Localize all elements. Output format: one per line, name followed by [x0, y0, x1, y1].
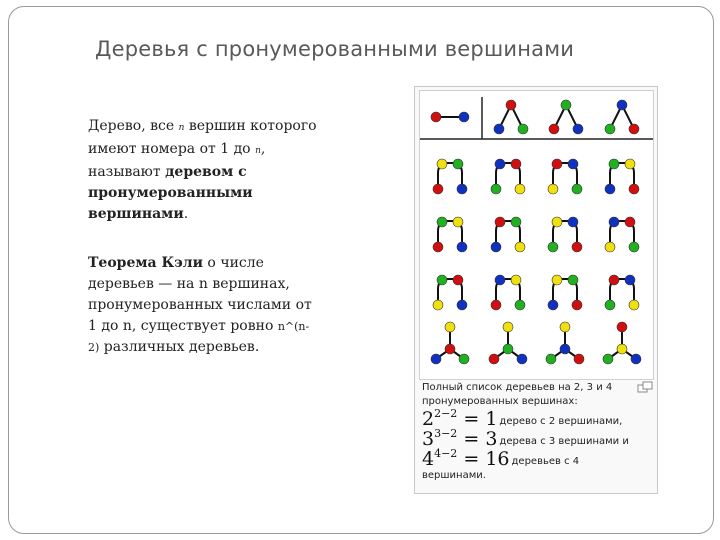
- figure-caption: [422, 381, 650, 483]
- tree-vertex: [518, 124, 528, 134]
- math-result: = 1: [463, 408, 498, 430]
- tree-vertex: [552, 217, 562, 227]
- tree-vertex: [503, 344, 513, 354]
- variable-n: n: [178, 123, 185, 133]
- tree-vertex: [515, 184, 525, 194]
- math-result: = 3: [463, 428, 498, 450]
- tree-vertex: [609, 275, 619, 285]
- body-text: [88, 116, 320, 386]
- definition-paragraph: [88, 116, 320, 225]
- math-formula: [422, 444, 510, 469]
- text-span: Дерево, все: [88, 118, 179, 134]
- tree-vertex: [511, 275, 521, 285]
- tree-vertex: [629, 184, 639, 194]
- text-span: вершин которого имеют номера от 1 до: [88, 118, 317, 157]
- tree-vertex: [491, 184, 501, 194]
- tree-vertex: [511, 217, 521, 227]
- tree-vertex: [457, 300, 467, 310]
- tree-vertex: [568, 159, 578, 169]
- tree-vertex: [437, 159, 447, 169]
- tree-vertex: [433, 300, 443, 310]
- tree-vertex: [629, 124, 639, 134]
- text-span: о числе деревьев — на n вершинах, пронумерованных числами от 1 до n, существует ровно: [88, 255, 312, 334]
- trees-image[interactable]: [419, 90, 654, 380]
- tree-vertex: [459, 354, 469, 364]
- tree-vertex: [546, 354, 556, 364]
- tree-vertex: [609, 217, 619, 227]
- tree-vertex: [605, 300, 615, 310]
- tree-vertex: [431, 354, 441, 364]
- math-exponent: 4−2: [434, 447, 458, 460]
- tree-vertex: [617, 322, 627, 332]
- tree-vertex: [491, 300, 501, 310]
- text-span: различных деревьев.: [99, 339, 260, 355]
- math-label: деревьев с 4: [511, 456, 580, 467]
- tree-vertex: [495, 217, 505, 227]
- tree-vertex: [453, 217, 463, 227]
- tree-vertex: [437, 217, 447, 227]
- trees-diagram: [420, 91, 653, 379]
- formula: n^(n-2): [88, 320, 310, 354]
- tree-vertex: [453, 275, 463, 285]
- math-base: 3: [422, 428, 435, 450]
- tree-vertex: [605, 242, 615, 252]
- tree-vertex: [433, 242, 443, 252]
- tree-vertex: [572, 242, 582, 252]
- tree-vertex: [515, 300, 525, 310]
- tree-vertex: [605, 124, 615, 134]
- tree-vertex: [617, 100, 627, 110]
- theorem-link[interactable]: Теорема Кэли: [88, 255, 203, 271]
- tree-vertex: [605, 184, 615, 194]
- tree-vertex: [572, 184, 582, 194]
- tree-vertex: [603, 354, 613, 364]
- slide-title: Деревья с пронумерованными вершинами: [95, 37, 575, 61]
- theorem-paragraph: [88, 253, 320, 358]
- tree-vertex: [560, 344, 570, 354]
- tree-vertex: [457, 242, 467, 252]
- tree-vertex: [445, 322, 455, 332]
- math-exponent: 2−2: [434, 407, 458, 420]
- tree-vertex: [459, 112, 469, 122]
- tree-vertex: [625, 159, 635, 169]
- tree-vertex: [489, 354, 499, 364]
- tree-vertex: [495, 159, 505, 169]
- tree-vertex: [437, 275, 447, 285]
- tree-vertex: [573, 124, 583, 134]
- text-span: .: [183, 206, 189, 222]
- tree-vertex: [433, 184, 443, 194]
- math-base: 2: [422, 408, 435, 430]
- caption-line: пронумерованных вершинах:: [422, 396, 578, 407]
- math-label: дерева с 3 вершинами и: [499, 436, 629, 447]
- math-label: дерево с 2 вершинами,: [499, 416, 623, 427]
- tree-vertex: [625, 275, 635, 285]
- tree-vertex: [431, 112, 441, 122]
- tree-vertex: [609, 159, 619, 169]
- tree-vertex: [629, 242, 639, 252]
- tree-vertex: [568, 275, 578, 285]
- tree-vertex: [552, 275, 562, 285]
- tree-vertex: [494, 124, 504, 134]
- tree-vertex: [617, 344, 627, 354]
- tree-vertex: [561, 100, 571, 110]
- tree-vertex: [572, 300, 582, 310]
- tree-vertex: [549, 124, 559, 134]
- tree-vertex: [574, 354, 584, 364]
- tree-vertex: [491, 242, 501, 252]
- math-line: [422, 449, 650, 469]
- caption-line: вершинами.: [422, 470, 486, 481]
- trees-figure: [414, 86, 658, 494]
- tree-vertex: [517, 354, 527, 364]
- tree-vertex: [560, 322, 570, 332]
- math-base: 4: [422, 448, 435, 470]
- variable-n: n: [255, 146, 261, 156]
- text-span: , называют: [88, 141, 266, 180]
- tree-vertex: [506, 100, 516, 110]
- tree-vertex: [548, 184, 558, 194]
- tree-vertex: [503, 322, 513, 332]
- tree-vertex: [511, 159, 521, 169]
- math-exponent: 3−2: [434, 427, 458, 440]
- tree-vertex: [495, 275, 505, 285]
- math-result: = 16: [463, 448, 510, 470]
- tree-vertex: [548, 300, 558, 310]
- tree-vertex: [552, 159, 562, 169]
- tree-vertex: [631, 354, 641, 364]
- term-bold: деревом с пронумерованными вершинами: [88, 164, 253, 222]
- tree-vertex: [515, 242, 525, 252]
- tree-vertex: [453, 159, 463, 169]
- tree-vertex: [445, 344, 455, 354]
- tree-vertex: [548, 242, 558, 252]
- tree-vertex: [625, 217, 635, 227]
- tree-vertex: [629, 300, 639, 310]
- tree-vertex: [568, 217, 578, 227]
- caption-line: Полный список деревьев на 2, 3 и 4: [422, 382, 613, 393]
- tree-vertex: [457, 184, 467, 194]
